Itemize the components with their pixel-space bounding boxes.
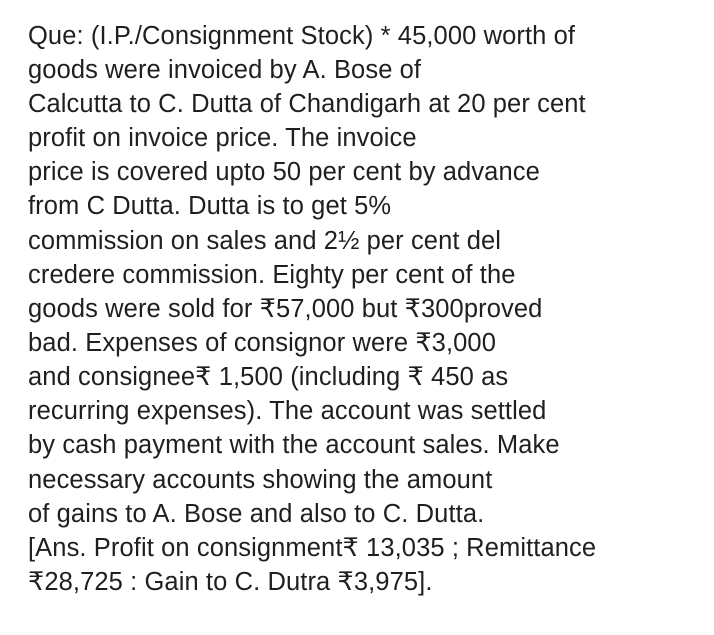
- question-line-8: credere commission. Eighty per cent of the: [28, 261, 516, 289]
- question-line-4: profit on invoice price. The invoice: [28, 124, 417, 152]
- question-line-6: from C Dutta. Dutta is to get 5%: [28, 192, 392, 220]
- question-line-9: goods were sold for ₹57,000 but ₹300proved: [28, 295, 543, 323]
- question-line-11: and consignee₹ 1,500 (including ₹ 450 as: [28, 363, 509, 391]
- question-line-5: price is covered upto 50 per cent by advance: [28, 158, 540, 186]
- question-line-15: of gains to A. Bose and also to C. Dutta.: [28, 500, 485, 528]
- question-line-7: commission on sales and 2½ per cent del: [28, 227, 502, 255]
- question-line-1: Que: (I.P./Consignment Stock) * 45,000 worth of: [28, 22, 576, 50]
- answer-line-2: ₹28,725 : Gain to C. Dutra ₹3,975].: [28, 568, 433, 596]
- question-line-12: recurring expenses). The account was settled: [28, 397, 547, 425]
- question-line-14: necessary accounts showing the amount: [28, 466, 493, 494]
- question-line-3: Calcutta to C. Dutta of Chandigarh at 20 per cent: [28, 90, 586, 118]
- question-line-2: goods were invoiced by A. Bose of: [28, 56, 422, 84]
- question-line-10: bad. Expenses of consignor were ₹3,000: [28, 329, 496, 357]
- question-line-13: by cash payment with the account sales. Make: [28, 431, 560, 459]
- answer-line-1: [Ans. Profit on consignment₹ 13,035 ; Remittance: [28, 534, 597, 562]
